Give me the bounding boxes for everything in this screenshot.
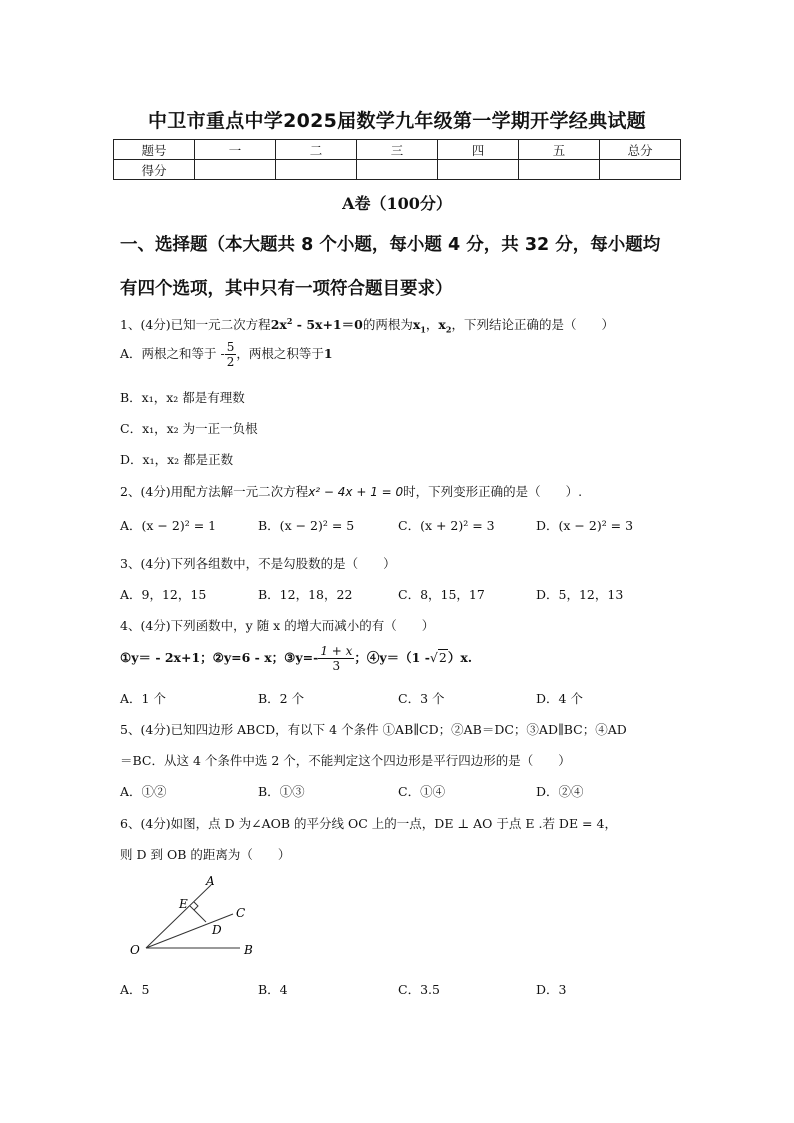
score-table-score-row <box>114 160 681 180</box>
question-1-stem: 1、(4分)已知一元二次方程$2x^2 - 5x+1=0$的两根为$x_1$，$x_2$，下列结论正确的是（ ） <box>120 315 614 335</box>
score-input-cell[interactable] <box>600 160 681 180</box>
fraction: $\frac{1 + x}{3}$ <box>320 644 353 673</box>
question-5-option-c[interactable]: C．①④ <box>398 784 446 799</box>
question-6-stem-line2: 则 D 到 OB 的距离为（ ） <box>120 847 291 862</box>
score-table-cell: 三 <box>357 140 438 160</box>
juan-heading: A卷（100分） <box>342 194 452 213</box>
question-5-stem-line1: 5、(4分)已知四边形 ABCD，有以下 4 个条件 ①AB∥CD；②AB＝DC；③AD∥BC；④AD <box>120 722 627 737</box>
question-5-option-d[interactable]: D．②④ <box>536 784 584 799</box>
section-heading-line2: 有四个选项，其中只有一项符合题目要求） <box>120 279 453 299</box>
question-6-option-b[interactable]: B．4 <box>258 982 288 997</box>
fraction: $\frac{5}{2}$ <box>226 340 235 369</box>
section-heading-line1: 一、选择题（本大题共 8 个小题，每小题 4 分，共 32 分，每小题均 <box>120 235 661 255</box>
question-4-functions: ①y＝ - 2x+1；②y=6 - x；③y=- $\frac{1 + x}{3}$ ；④y＝（1 -√2）x. <box>120 644 473 673</box>
score-table-cell: 一 <box>195 140 276 160</box>
question-2-option-a[interactable]: A．(x − 2)² = 1 <box>120 518 217 533</box>
question-2-option-d[interactable]: D．(x − 2)² = 3 <box>536 518 634 533</box>
question-4-option-b[interactable]: B．2 个 <box>258 691 305 706</box>
question-2-option-b[interactable]: B．(x − 2)² = 5 <box>258 518 355 533</box>
label-o: O <box>130 943 140 957</box>
right-angle-mark <box>194 902 198 910</box>
label-b: B <box>244 943 253 957</box>
question-6-option-d[interactable]: D．3 <box>536 982 567 997</box>
question-5-option-a[interactable]: A．①② <box>120 784 167 799</box>
question-5-option-b[interactable]: B．①③ <box>258 784 305 799</box>
ray-oa <box>146 885 211 948</box>
score-input-cell[interactable] <box>519 160 600 180</box>
score-input-cell[interactable] <box>357 160 438 180</box>
segment-de <box>190 906 206 922</box>
question-3-stem: 3、(4分)下列各组数中，不是勾股数的是（ ） <box>120 556 396 571</box>
label-d: D <box>212 923 222 937</box>
question-4-option-d[interactable]: D．4 个 <box>536 691 583 706</box>
score-input-cell[interactable] <box>438 160 519 180</box>
question-6-stem-line1: 6、(4分)如图，点 D 为∠AOB 的平分线 OC 上的一点，DE ⊥ AO 于点 E .若 DE = 4， <box>120 816 617 831</box>
score-table-cell: 二 <box>276 140 357 160</box>
score-table-cell: 五 <box>519 140 600 160</box>
question-1-option-b[interactable]: B．x₁，x₂ 都是有理数 <box>120 390 245 405</box>
score-row-label: 得分 <box>114 160 195 180</box>
question-2-stem: 2、(4分)用配方法解一元二次方程x² − 4x + 1 = 0时，下列变形正确的是（ ）. <box>120 484 583 499</box>
question-6-option-c[interactable]: C．3.5 <box>398 982 440 997</box>
question-2-option-c[interactable]: C．(x + 2)² = 3 <box>398 518 495 533</box>
score-table-header-row <box>114 140 681 160</box>
score-input-cell[interactable] <box>276 160 357 180</box>
question-3-option-a[interactable]: A．9，12，15 <box>120 587 207 602</box>
question-4-option-a[interactable]: A．1 个 <box>120 691 166 706</box>
score-input-cell[interactable] <box>195 160 276 180</box>
label-c: C <box>236 906 246 920</box>
label-a: A <box>206 874 215 888</box>
question-3-option-d[interactable]: D．5，12，13 <box>536 587 624 602</box>
score-table-cell: 四 <box>438 140 519 160</box>
question-3-option-c[interactable]: C．8，15，17 <box>398 587 485 602</box>
page-title: 中卫市重点中学2025届数学九年级第一学期开学经典试题 <box>148 110 646 132</box>
question-5-stem-line2: ＝BC．从这 4 个条件中选 2 个，不能判定这个四边形是平行四边形的是（ ） <box>120 753 571 768</box>
question-4-option-c[interactable]: C．3 个 <box>398 691 445 706</box>
score-table <box>113 139 681 180</box>
question-1-option-a[interactable]: A．两根之和等于 - $\frac{5}{2}$ ，两根之积等于1 <box>120 340 333 369</box>
question-3-option-b[interactable]: B．12，18，22 <box>258 587 353 602</box>
question-1-option-d[interactable]: D．x₁，x₂ 都是正数 <box>120 452 234 467</box>
label-e: E <box>179 897 188 911</box>
angle-bisector-figure <box>120 872 270 964</box>
question-6-option-a[interactable]: A．5 <box>120 982 150 997</box>
question-1-option-c[interactable]: C．x₁，x₂ 为一正一负根 <box>120 421 258 436</box>
question-4-stem: 4、(4分)下列函数中，y 随 x 的增大而减小的有（ ） <box>120 618 435 633</box>
score-table-cell: 题号 <box>114 140 195 160</box>
score-table-cell: 总分 <box>600 140 681 160</box>
